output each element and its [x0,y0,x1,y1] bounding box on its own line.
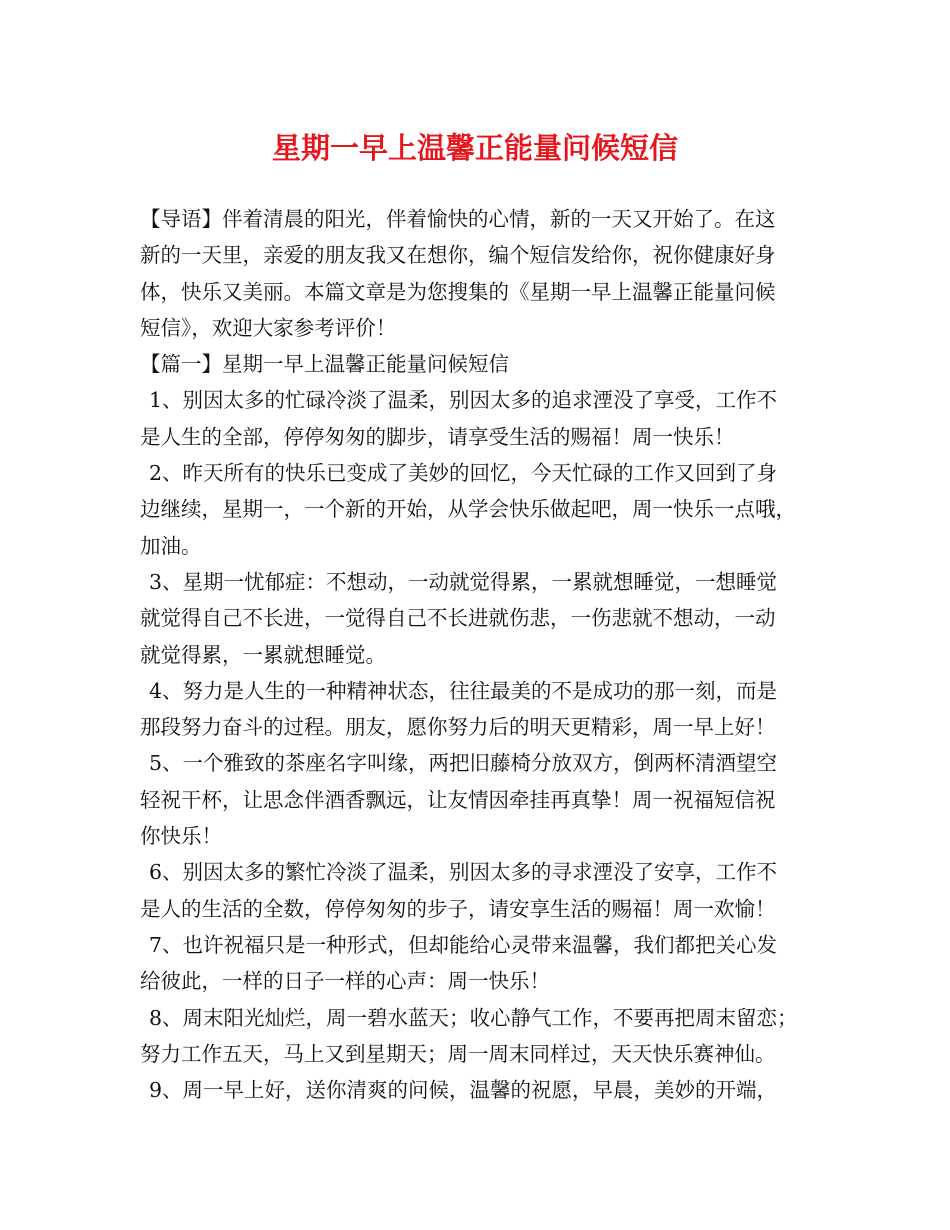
list-item-line: 就觉得累，一累就想睡觉。 [140,642,386,667]
document-title: 星期一早上温馨正能量问候短信 [271,131,678,165]
intro-line: 体，快乐又美丽。本篇文章是为您搜集的《星期一早上温馨正能量问候 [140,279,776,304]
list-item-line: 7、也许祝福只是一种形式，但却能给心灵带来温馨，我们都把关心发 [149,932,778,957]
list-item-line: 给彼此，一样的日子一样的心声：周一快乐！ [140,969,550,994]
section-heading: 【篇一】星期一早上温馨正能量问候短信 [140,352,509,377]
list-item-line: 9、周一早上好，送你清爽的问候，温馨的祝愿，早晨，美妙的开端， [149,1078,778,1103]
list-item-line: 3、星期一忧郁症：不想动，一动就觉得累，一累就想睡觉，一想睡觉 [149,569,778,594]
list-item-line: 边继续，星期一，一个新的开始，从学会快乐做起吧，周一快乐一点哦， [140,497,796,522]
list-item-line: 5、一个雅致的茶座名字叫缘，两把旧藤椅分放双方，倒两杯清酒望空 [149,751,778,776]
intro-line: 新的一天里，亲爱的朋友我又在想你，编个短信发给你，祝你健康好身 [140,243,776,268]
list-item-line: 轻祝干杯，让思念伴酒香飘远，让友情因牵挂再真挚！周一祝福短信祝 [140,787,776,812]
list-item-line: 4、努力是人生的一种精神状态，往往最美的不是成功的那一刻，而是 [149,678,778,703]
list-item-line: 1、别因太多的忙碌冷淡了温柔，别因太多的追求湮没了享受，工作不 [149,388,778,413]
list-item-line: 6、别因太多的繁忙冷淡了温柔，别因太多的寻求湮没了安享，工作不 [149,860,778,885]
list-item-line: 2、昨天所有的快乐已变成了美妙的回忆，今天忙碌的工作又回到了身 [149,461,778,486]
list-item-line: 就觉得自己不长进，一觉得自己不长进就伤悲，一伤悲就不想动，一动 [140,606,776,631]
list-item-line: 努力工作五天，马上又到星期天；周一周末同样过，天天快乐赛神仙。 [140,1041,776,1066]
intro-line: 短信》，欢迎大家参考评价！ [140,315,397,340]
list-item-line: 加油。 [140,533,202,558]
list-item-line: 是人生的全部，停停匆匆的脚步，请享受生活的赐福！周一快乐！ [140,424,735,449]
list-item-line: 是人的生活的全数，停停匆匆的步子，请安享生活的赐福！周一欢愉！ [140,896,776,921]
list-item-line: 那段努力奋斗的过程。朋友，愿你努力后的明天更精彩，周一早上好！ [140,715,776,740]
intro-line: 【导语】伴着清晨的阳光，伴着愉快的心情，新的一天又开始了。在这 [140,207,776,231]
list-item-line: 你快乐！ [140,824,222,849]
list-item-line: 8、周末阳光灿烂，周一碧水蓝天；收心静气工作，不要再把周末留恋； [149,1005,798,1030]
document-body [140,201,830,1108]
